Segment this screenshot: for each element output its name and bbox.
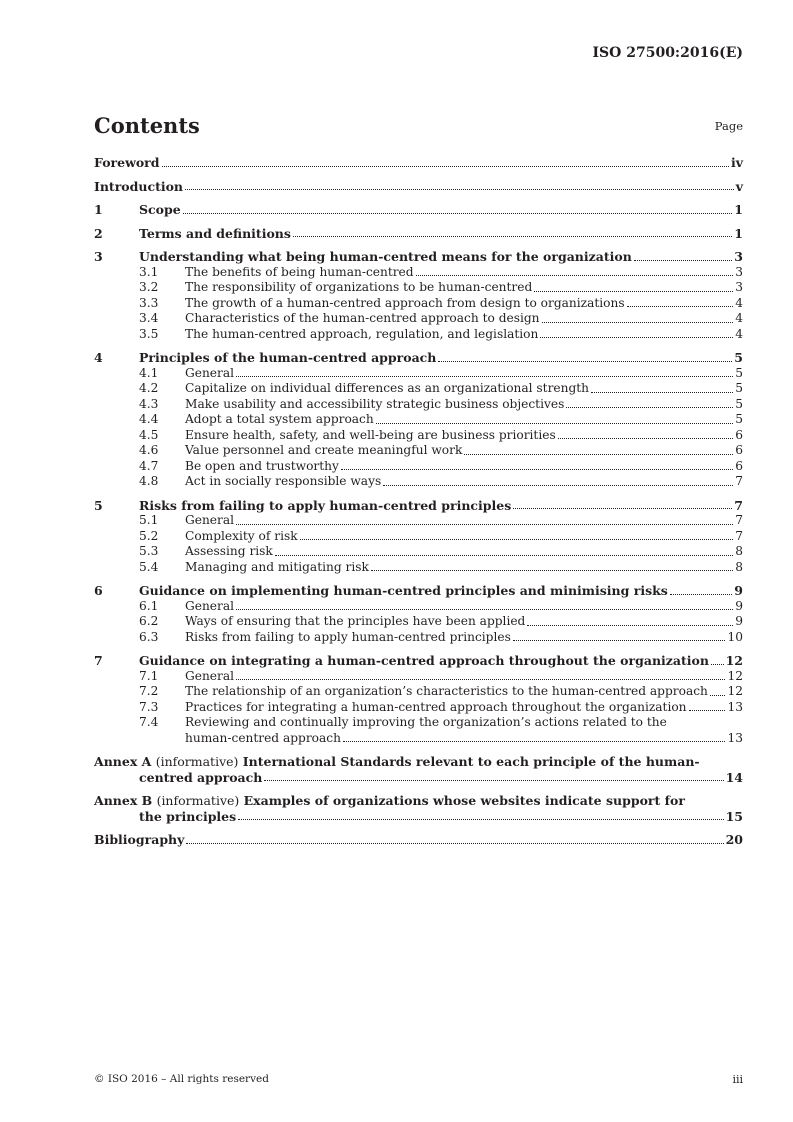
toc-entry-title: The relationship of an organization’s characteristics to the human-centred approach — [185, 684, 708, 698]
toc-subentry[interactable] — [94, 280, 743, 296]
toc-entry-page: 7 — [735, 474, 743, 488]
leader-dots — [383, 484, 733, 486]
leader-dots — [293, 235, 732, 237]
toc-subentry[interactable] — [94, 529, 743, 545]
toc-entry-title: Risks from failing to apply human-centred principles — [139, 497, 512, 513]
section-number: 5 — [94, 497, 103, 513]
toc-entry-page: 13 — [727, 699, 743, 714]
toc-subentry[interactable] — [94, 265, 743, 281]
subsection-number: 3.2 — [139, 280, 159, 294]
toc-entry-page: v — [735, 178, 743, 194]
leader-dots — [558, 437, 734, 439]
toc-entry-title: the principles — [139, 808, 237, 824]
subsection-number: 6.3 — [139, 629, 159, 644]
toc-entry-title: Adopt a total system approach — [185, 412, 374, 426]
toc-entry-title: General — [185, 668, 234, 683]
section-number: 7 — [94, 653, 103, 668]
toc-entry-title: The human-centred approach, regulation, and legislation — [185, 326, 539, 341]
toc-entry-title: The benefits of being human-centred — [185, 264, 414, 279]
toc-entry-page: 12 — [727, 684, 743, 698]
leader-dots — [300, 538, 734, 540]
toc-entry-title: Value personnel and create meaningful work — [185, 443, 463, 457]
toc-entry-page: 4 — [735, 311, 743, 325]
toc-entry-title: The responsibility of organizations to be human-centred — [185, 280, 533, 294]
toc-subentry[interactable] — [94, 459, 743, 475]
subsection-number: 4.8 — [139, 474, 159, 488]
toc-entry-page: 8 — [735, 544, 743, 558]
toc-entry-title: General — [185, 365, 234, 380]
leader-dots — [627, 305, 734, 307]
toc-entry-title: General — [185, 513, 234, 527]
toc-entry-page: 7 — [735, 528, 743, 543]
toc-entry-title: Ways of ensuring that the principles have been applied — [185, 614, 526, 628]
section-number: 1 — [94, 202, 103, 217]
toc-entry-page: 6 — [735, 443, 743, 457]
leader-dots — [689, 709, 726, 711]
leader-dots — [162, 165, 729, 167]
toc-entry-page: 5 — [735, 381, 743, 395]
toc-entry-annex-b[interactable] — [94, 793, 743, 809]
toc-subentry[interactable] — [94, 327, 743, 343]
leader-dots — [566, 406, 733, 408]
subsection-number: 4.3 — [139, 396, 159, 411]
toc-entry-title: Make usability and accessibility strategic business objectives — [185, 396, 565, 411]
toc-subentry[interactable] — [94, 544, 743, 560]
toc-entry-page: 1 — [734, 202, 743, 217]
toc-entry-section-2[interactable] — [94, 226, 743, 242]
leader-dots — [464, 453, 733, 455]
page-title: Contents — [94, 113, 200, 138]
document-code: ISO 27500:2016(E) — [592, 45, 743, 61]
toc-subentry[interactable] — [94, 366, 743, 382]
subsection-number: 3.4 — [139, 311, 159, 325]
leader-dots — [183, 212, 733, 214]
leader-dots — [236, 608, 733, 610]
toc-entry-title: Risks from failing to apply human-centred principles — [185, 629, 511, 644]
toc-entry-page: 5 — [734, 350, 743, 365]
toc-entry-title: Bibliography — [94, 832, 185, 847]
toc-entry-page: 3 — [735, 264, 743, 279]
toc-entry-page: 13 — [727, 730, 743, 745]
toc-entry-title: Examples of organizations whose websites indicate support for — [243, 793, 685, 808]
leader-dots — [670, 593, 732, 595]
toc-entry-title: Practices for integrating a human-centred approach throughout the organization — [185, 699, 687, 714]
toc-subentry[interactable] — [94, 311, 743, 327]
toc-entry-title: Characteristics of the human-centred approach to design — [185, 311, 540, 325]
page-column-label: Page — [714, 119, 743, 133]
leader-dots — [527, 624, 733, 626]
toc-subentry[interactable] — [94, 474, 743, 490]
toc-entry-title: Capitalize on individual differences as an organizational strength — [185, 381, 590, 395]
toc-subentry[interactable] — [94, 381, 743, 397]
leader-dots — [185, 188, 734, 190]
subsection-number: 7.2 — [139, 684, 159, 698]
toc-entry-page: 9 — [734, 583, 743, 598]
toc-entry-annex-a[interactable] — [94, 754, 743, 770]
toc-entry-section-1[interactable] — [94, 202, 743, 218]
toc-entry-page: 5 — [735, 412, 743, 426]
toc-entry-page: 1 — [734, 225, 743, 241]
toc-entry-section-6[interactable] — [94, 583, 743, 599]
toc-entry-title: Complexity of risk — [185, 528, 298, 543]
leader-dots — [542, 321, 734, 323]
subsection-number: 7.3 — [139, 699, 159, 714]
toc-entry-section-3[interactable] — [94, 249, 743, 265]
toc-entry-page: 7 — [735, 513, 743, 527]
toc-entry-title: Be open and trustworthy — [185, 458, 339, 473]
toc-entry-title: Guidance on implementing human-centred principles and minimising risks — [139, 583, 668, 598]
toc-subentry[interactable] — [94, 397, 743, 413]
toc-entry-page: 12 — [725, 653, 743, 668]
leader-dots — [711, 663, 724, 665]
leader-dots — [634, 259, 733, 261]
toc-subentry[interactable] — [94, 599, 743, 615]
table-of-contents — [94, 155, 743, 848]
leader-dots — [341, 468, 733, 470]
subsection-number: 3.1 — [139, 264, 159, 279]
leader-dots — [591, 391, 733, 393]
subsection-number: 4.5 — [139, 427, 159, 442]
toc-entry-title: Introduction — [94, 178, 184, 194]
toc-entry-title: Ensure health, safety, and well-being are business priorities — [185, 427, 556, 442]
toc-entry-section-5[interactable] — [94, 498, 743, 514]
subsection-number: 5.2 — [139, 528, 159, 543]
subsection-number: 7.1 — [139, 668, 159, 683]
toc-subentry[interactable] — [94, 513, 743, 529]
subsection-number: 3.3 — [139, 295, 159, 310]
toc-subentry[interactable] — [94, 412, 743, 428]
leader-dots — [236, 523, 733, 525]
toc-entry-title: Understanding what being human-centred means for the organization — [139, 249, 632, 264]
subsection-number: 4.4 — [139, 412, 159, 426]
toc-entry-section-7[interactable] — [94, 653, 743, 669]
toc-entry-section-4[interactable] — [94, 350, 743, 366]
toc-entry-foreword[interactable] — [94, 155, 743, 171]
leader-dots — [371, 569, 733, 571]
leader-dots — [376, 422, 734, 424]
toc-entry-page: 14 — [725, 769, 743, 785]
toc-entry-annex-b-continuation[interactable] — [94, 809, 743, 825]
annex-kind: (informative) — [156, 793, 240, 808]
toc-entry-introduction[interactable] — [94, 179, 743, 195]
toc-subentry[interactable] — [94, 630, 743, 646]
toc-entry-page: 6 — [735, 458, 743, 473]
toc-entry-page: 9 — [735, 598, 743, 613]
subsection-number: 5.4 — [139, 559, 159, 574]
toc-entry-title: Principles of the human-centred approach — [139, 350, 437, 365]
leader-dots — [275, 554, 733, 556]
toc-entry-page: 5 — [735, 396, 743, 411]
toc-entry-title: General — [185, 598, 234, 613]
toc-entry-title: centred approach — [139, 769, 263, 785]
toc-entry-page: 3 — [735, 280, 743, 294]
toc-entry-title: Act in socially responsible ways — [185, 474, 382, 488]
subsection-number: 7.4 — [139, 715, 159, 729]
leader-dots — [236, 678, 725, 680]
toc-entry-title: Terms and definitions — [139, 225, 291, 241]
leader-dots — [416, 274, 734, 276]
subsection-number: 5.3 — [139, 544, 159, 558]
toc-entry-page: 15 — [725, 808, 743, 824]
toc-subentry[interactable] — [94, 700, 743, 716]
page-number: iii — [732, 1073, 743, 1086]
section-number: 6 — [94, 583, 103, 598]
toc-entry-page: 4 — [735, 295, 743, 310]
toc-subentry[interactable] — [94, 296, 743, 312]
annex-label: Annex A — [94, 754, 152, 769]
toc-entry-title: Managing and mitigating risk — [185, 559, 369, 574]
leader-dots — [540, 336, 733, 338]
toc-subentry-continuation[interactable] — [94, 731, 743, 747]
toc-entry-title: Reviewing and continually improving the organization’s actions related to the — [185, 715, 667, 729]
subsection-number: 3.5 — [139, 326, 159, 341]
toc-subentry[interactable] — [94, 443, 743, 459]
copyright-notice: © ISO 2016 – All rights reserved — [94, 1073, 269, 1085]
toc-entry-page: 3 — [734, 249, 743, 264]
toc-entry-annex-a-continuation[interactable] — [94, 770, 743, 786]
toc-entry-title: Assessing risk — [185, 544, 273, 558]
toc-entry-title: The growth of a human-centred approach from design to organizations — [185, 295, 625, 310]
subsection-number: 4.7 — [139, 458, 159, 473]
subsection-number: 5.1 — [139, 513, 159, 527]
toc-entry-page: 7 — [734, 497, 743, 513]
subsection-number: 4.1 — [139, 365, 159, 380]
section-number: 4 — [94, 350, 103, 365]
toc-entry-title: human-centred approach — [185, 730, 341, 745]
toc-subentry[interactable] — [94, 715, 743, 731]
toc-subentry[interactable] — [94, 428, 743, 444]
leader-dots — [343, 740, 726, 742]
toc-entry-page: 5 — [735, 365, 743, 380]
leader-dots — [534, 290, 733, 292]
toc-entry-title: International Standards relevant to each principle of the human- — [242, 754, 700, 769]
toc-subentry[interactable] — [94, 669, 743, 685]
section-number: 3 — [94, 249, 103, 264]
toc-entry-page: 9 — [735, 614, 743, 628]
annex-label: Annex B — [94, 793, 153, 808]
leader-dots — [513, 639, 726, 641]
toc-entry-page: 6 — [735, 427, 743, 442]
subsection-number: 6.1 — [139, 598, 159, 613]
leader-dots — [186, 842, 723, 844]
section-number: 2 — [94, 225, 103, 241]
leader-dots — [264, 779, 723, 781]
leader-dots — [513, 507, 732, 509]
toc-subentry[interactable] — [94, 684, 743, 700]
toc-entry-page: 10 — [727, 629, 743, 644]
toc-entry-page: 8 — [735, 559, 743, 574]
toc-entry-title: Guidance on integrating a human-centred approach throughout the organization — [139, 653, 709, 668]
subsection-number: 6.2 — [139, 614, 159, 628]
toc-entry-page: iv — [730, 155, 743, 170]
annex-kind: (informative) — [155, 754, 239, 769]
leader-dots — [710, 694, 726, 696]
toc-entry-page: 12 — [727, 668, 743, 683]
subsection-number: 4.2 — [139, 381, 159, 395]
toc-entry-page: 4 — [735, 326, 743, 341]
subsection-number: 4.6 — [139, 443, 159, 457]
toc-subentry[interactable] — [94, 614, 743, 630]
leader-dots — [438, 360, 732, 362]
toc-entry-title: Scope — [139, 202, 181, 217]
toc-entry-page: 20 — [725, 832, 743, 847]
toc-entry-title: Foreword — [94, 155, 160, 170]
toc-entry-bibliography[interactable] — [94, 832, 743, 848]
leader-dots — [236, 375, 733, 377]
leader-dots — [238, 818, 723, 820]
toc-subentry[interactable] — [94, 560, 743, 576]
